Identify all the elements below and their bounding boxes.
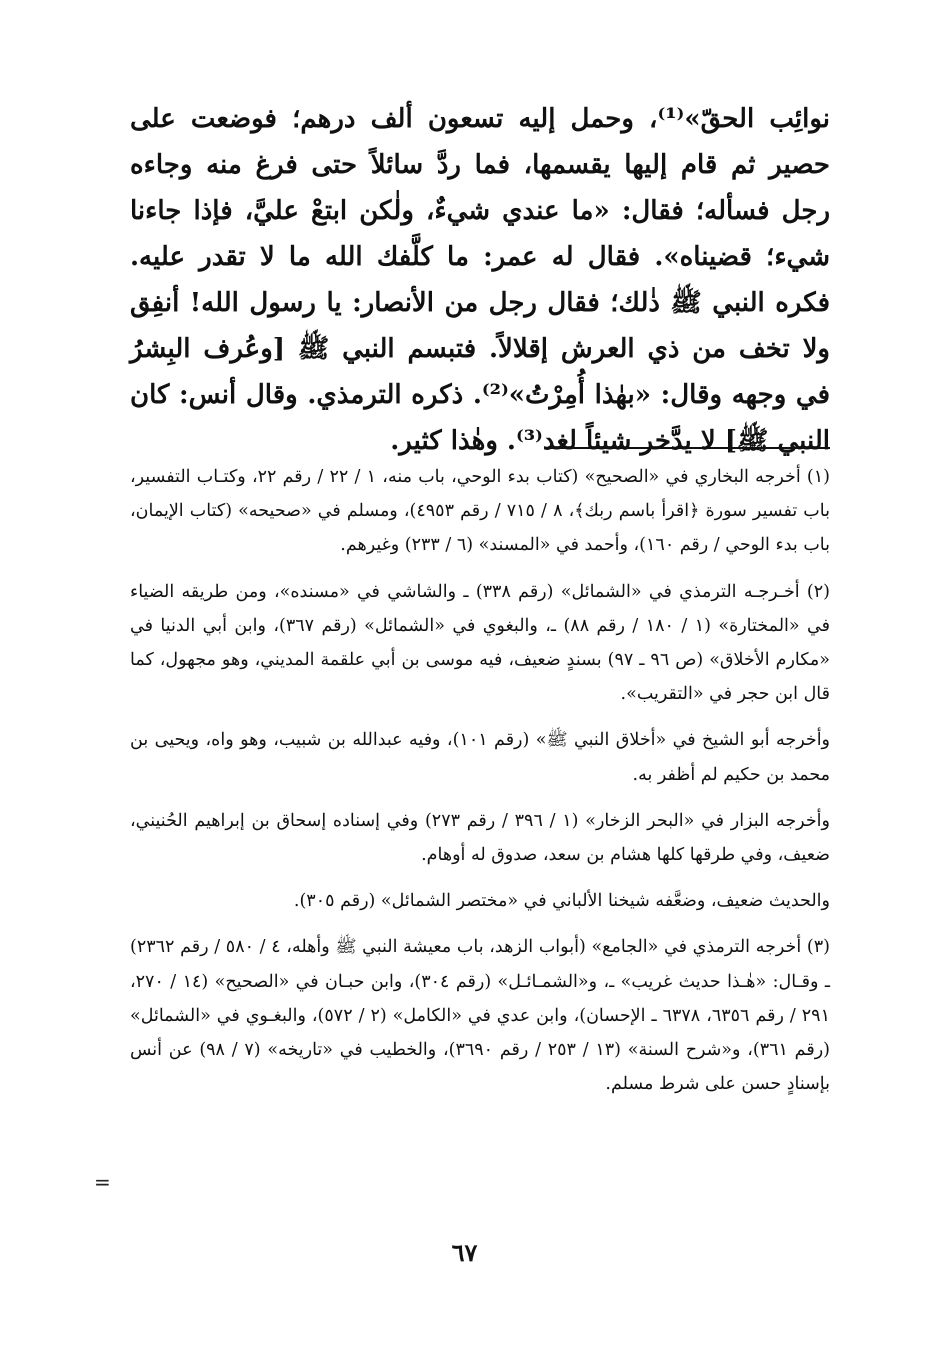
footnote-2: (٢) أخـرجـه الترمذي في «الشمائل» (رقم ٣٣٨) ـ والشاشي في «مسنده»، ومن طريقه الضياء في «المختارة» (١ / ١٨٠ / رقم ٨٨) ـ، والبغوي في «الشمائل» (رقم ٣٦٧)، وابن أبي الدنيا في «مكارم الأخلاق» (ص ٩٦ ـ ٩٧) بسندٍ ضعيف، فيه موسى بن أبي علقمة المديني، وهو مجهول، كما قال ابن حجر في «التقريب». [130,581,830,705]
footnotes [130,460,830,1113]
continuation-mark: = [94,1170,111,1194]
footnote-2-continuation-a: وأخرجه أبو الشيخ في «أخلاق النبي ﷺ» (رقم ١٠١)، وفيه عبدالله بن شبيب، وهو واه، ويحيى بن محمد بن حكيم لم أظفر به. [130,730,831,785]
footnote-2-verdict: والحديث ضعيف، وضعَّفه شيخنا الألباني في «مختصر الشمائل» (رقم ٣٠٥). [293,891,830,912]
main-body-text [130,96,830,464]
footnote-2-continuation-b: وأخرجه البزار في «البحر الزخار» (١ / ٣٩٦ / رقم ٢٧٣) وفي إسناده إسحاق بن إبراهيم الحُنيني، ضعيف، وفي طرقها كلها هشام بن سعد، صدوق له أوهام. [130,810,830,866]
footnote-3: (٣) أخرجه الترمذي في «الجامع» (أبواب الزهد، باب معيشة النبي ﷺ وأهله، ٤ / ٥٨٠ / رقم ٢٣٦٢) ـ وقـال: «هٰـذا حديث غريب» ـ، و«الشمـائـل» (رقم ٣٠٤)، وابن حبـان في «الصحيح» (١٤ / ٢٧٠، ٢٩١ / رقم ٦٣٥٦، ٦٣٧٨ ـ الإحسان)، وابن عدي في «الكامل» (٢ / ٥٧٢)، والبغـوي في «الشمائل» (رقم ٣٦١)، و«شرح السنة» (١٣ / ٢٥٣ / رقم ٣٦٩٠)، والخطيب في «تاريخه» (٧ / ٩٨) عن أنس بإسنادٍ حسن على شرط مسلم. [130,937,831,1095]
footnote-1: (١) أخرجه البخاري في «الصحيح» (كتاب بدء الوحي، باب منه، ١ / ٢٢ / رقم ٢٢، وكتـاب التفسير، باب تفسير سورة ﴿اقرأ باسم ربك﴾، ٨ / ٧١٥ / رقم ٤٩٥٣)، ومسلم في «صحيحه» (كتاب الإيمان، باب بدء الوحي / رقم ١٦٠)، وأحمد في «المسند» (٦ / ٢٣٣) وغيرهم. [130,467,830,556]
footnote-separator [545,447,830,449]
page-number: ٦٧ [451,1238,478,1267]
main-paragraph: نوائِب الحقّ»⁽¹⁾، وحمل إليه تسعون ألف درهم؛ فوضعت على حصير ثم قام إليها يقسمها، فما ردَّ سائلاً حتى فرغ منه وجاءه رجل فسأله؛ فقال: «ما عندي شيءٌ، ولٰكن ابتعْ عليَّ، فإذا جاءنا شيء؛ قضيناه». فقال له عمر: ما كلَّفك الله ما لا تقدر عليه. فكره النبي ﷺ ذٰلك؛ فقال رجل من الأنصار: يا رسول الله! أنفِق ولا تخف من ذي العرش إقلالاً. فتبسم النبي ﷺ [وعُرف البِشرُ في وجهه وقال: «بهٰذا أُمِرْتُ»⁽²⁾. ذكره الترمذي. وقال أنس: كان النبي ﷺ] لا يدَّخر شيئاً لغد⁽³⁾. وهٰذا كثير. [130,104,831,456]
